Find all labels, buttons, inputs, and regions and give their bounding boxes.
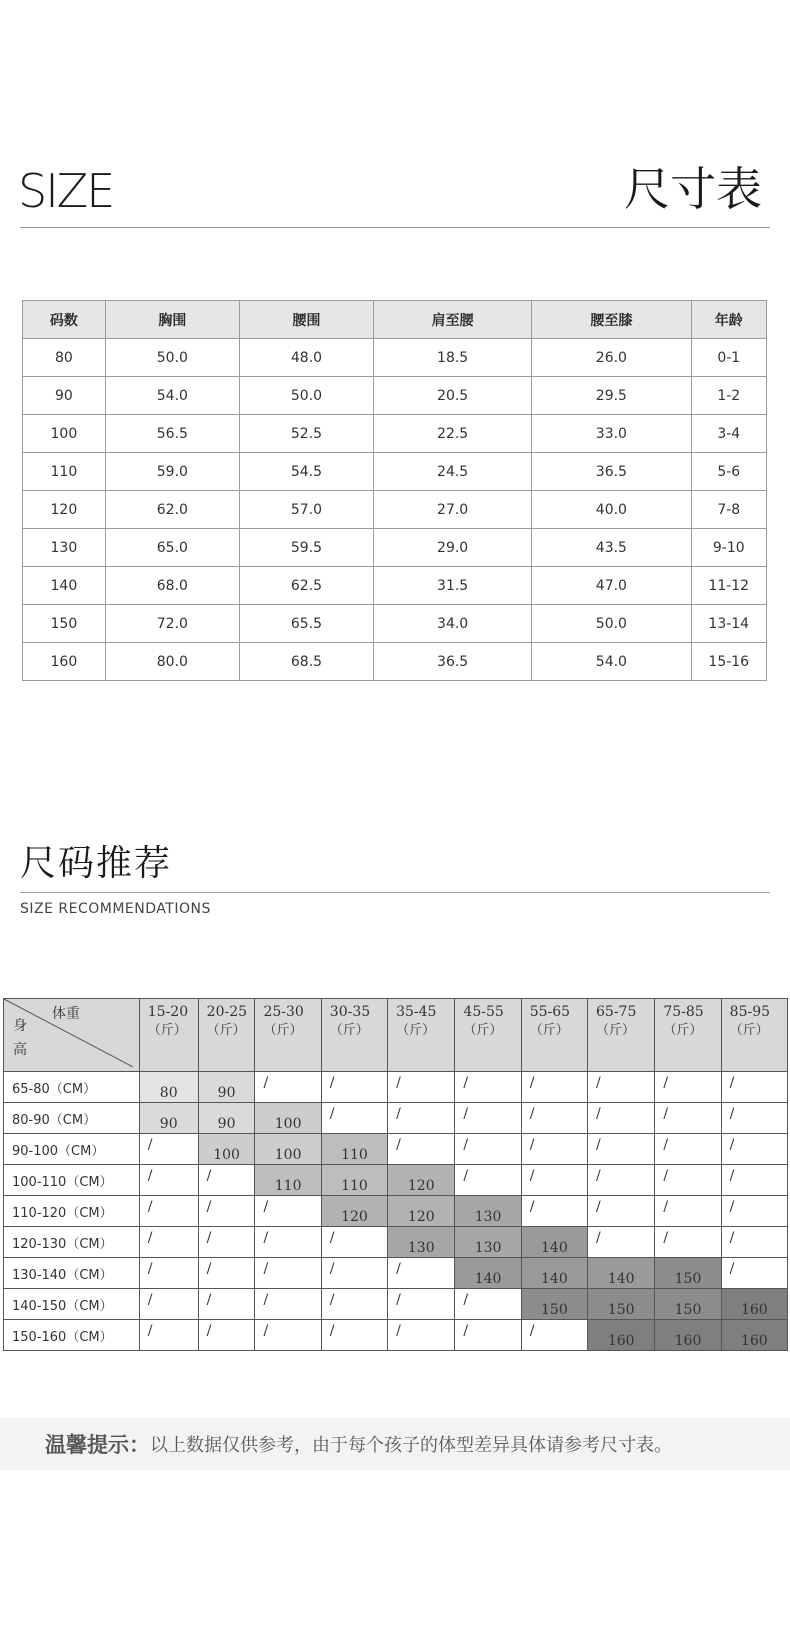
empty-cell: /	[455, 1103, 521, 1134]
cell-age: 13-14	[691, 605, 766, 643]
empty-cell: /	[388, 1103, 455, 1134]
empty-cell: /	[521, 1320, 587, 1351]
empty-cell: /	[521, 1072, 587, 1103]
size-cell: 90	[198, 1103, 255, 1134]
empty-cell: /	[588, 1227, 655, 1258]
size-cell: 110	[321, 1165, 387, 1196]
empty-cell: /	[139, 1134, 198, 1165]
cell-waist: 50.0	[239, 377, 373, 415]
table-row	[23, 339, 767, 377]
weight-range: 20-25	[206, 1004, 248, 1020]
cell-chest: 50.0	[105, 339, 239, 377]
empty-cell: /	[321, 1072, 387, 1103]
empty-cell: /	[655, 1134, 721, 1165]
weight-range: 30-35	[329, 1004, 371, 1020]
empty-cell: /	[721, 1196, 787, 1227]
empty-cell: /	[588, 1165, 655, 1196]
weight-header	[139, 999, 198, 1072]
cell-waist-to-knee: 33.0	[532, 415, 691, 453]
cell-waist: 54.5	[239, 453, 373, 491]
header-divider	[20, 227, 770, 228]
empty-cell: /	[198, 1289, 255, 1320]
cell-shoulder-to-waist: 29.0	[374, 529, 532, 567]
empty-cell: /	[255, 1320, 321, 1351]
size-title-cn: 尺寸表	[624, 162, 762, 216]
table-row	[4, 1165, 788, 1196]
empty-cell: /	[388, 1289, 455, 1320]
table-row	[23, 491, 767, 529]
cell-age: 1-2	[691, 377, 766, 415]
cell-chest: 72.0	[105, 605, 239, 643]
recommend-header-row	[4, 999, 788, 1072]
empty-cell: /	[198, 1258, 255, 1289]
cell-age: 7-8	[691, 491, 766, 529]
cell-age: 15-16	[691, 643, 766, 681]
table-row	[23, 529, 767, 567]
size-cell: 120	[321, 1196, 387, 1227]
weight-unit: （斤）	[263, 1022, 303, 1038]
empty-cell: /	[521, 1165, 587, 1196]
height-label: 120-130（CM）	[4, 1227, 140, 1258]
size-cell: 150	[655, 1258, 721, 1289]
empty-cell: /	[321, 1227, 387, 1258]
empty-cell: /	[655, 1227, 721, 1258]
weight-unit: （斤）	[206, 1022, 246, 1038]
cell-size: 120	[23, 491, 106, 529]
cell-waist-to-knee: 47.0	[532, 567, 691, 605]
empty-cell: /	[321, 1103, 387, 1134]
size-cell: 130	[455, 1227, 521, 1258]
cell-shoulder-to-waist: 20.5	[374, 377, 532, 415]
header-waist: 腰围	[239, 301, 373, 339]
empty-cell: /	[721, 1103, 787, 1134]
empty-cell: /	[198, 1196, 255, 1227]
recommend-divider	[20, 892, 770, 893]
empty-cell: /	[388, 1134, 455, 1165]
height-label: 80-90（CM）	[4, 1103, 140, 1134]
corner-weight-label: 体重	[52, 1006, 80, 1022]
cell-size: 90	[23, 377, 106, 415]
weight-unit: （斤）	[596, 1022, 636, 1038]
cell-waist-to-knee: 50.0	[532, 605, 691, 643]
empty-cell: /	[388, 1072, 455, 1103]
table-row	[4, 1258, 788, 1289]
size-chart-body	[23, 339, 767, 681]
cell-chest: 80.0	[105, 643, 239, 681]
empty-cell: /	[321, 1258, 387, 1289]
weight-range: 85-95	[729, 1004, 771, 1020]
cell-age: 9-10	[691, 529, 766, 567]
cell-waist: 62.5	[239, 567, 373, 605]
cell-size: 150	[23, 605, 106, 643]
cell-shoulder-to-waist: 18.5	[374, 339, 532, 377]
weight-unit: （斤）	[396, 1022, 436, 1038]
weight-range: 65-75	[596, 1004, 637, 1020]
table-row	[4, 1227, 788, 1258]
cell-waist-to-knee: 54.0	[532, 643, 691, 681]
cell-shoulder-to-waist: 27.0	[374, 491, 532, 529]
weight-range: 45-55	[463, 1004, 504, 1020]
size-cell: 140	[455, 1258, 521, 1289]
table-row	[23, 453, 767, 491]
weight-header	[655, 999, 721, 1072]
empty-cell: /	[455, 1320, 521, 1351]
weight-unit: （斤）	[529, 1022, 569, 1038]
empty-cell: /	[721, 1165, 787, 1196]
size-cell: 120	[388, 1165, 455, 1196]
empty-cell: /	[721, 1258, 787, 1289]
header-waist-to-knee: 腰至膝	[532, 301, 691, 339]
height-label: 110-120（CM）	[4, 1196, 140, 1227]
weight-header	[388, 999, 455, 1072]
empty-cell: /	[388, 1320, 455, 1351]
cell-age: 3-4	[691, 415, 766, 453]
corner-cell	[4, 999, 140, 1072]
cell-shoulder-to-waist: 22.5	[374, 415, 532, 453]
table-row	[4, 1289, 788, 1320]
size-recommend-table	[3, 998, 788, 1351]
table-row	[23, 415, 767, 453]
empty-cell: /	[455, 1134, 521, 1165]
size-cell: 140	[588, 1258, 655, 1289]
cell-shoulder-to-waist: 24.5	[374, 453, 532, 491]
cell-size: 130	[23, 529, 106, 567]
size-cell: 150	[521, 1289, 587, 1320]
weight-unit: （斤）	[463, 1022, 503, 1038]
size-cell: 80	[139, 1072, 198, 1103]
recommend-body	[4, 1072, 788, 1351]
cell-age: 5-6	[691, 453, 766, 491]
size-cell: 140	[521, 1258, 587, 1289]
corner-height-label-1: 身	[13, 1018, 27, 1034]
table-row	[23, 643, 767, 681]
cell-waist: 59.5	[239, 529, 373, 567]
empty-cell: /	[588, 1103, 655, 1134]
header-size: 码数	[23, 301, 106, 339]
weight-range: 55-65	[529, 1004, 571, 1020]
cell-waist-to-knee: 40.0	[532, 491, 691, 529]
height-label: 65-80（CM）	[4, 1072, 140, 1103]
header-age: 年龄	[691, 301, 766, 339]
empty-cell: /	[139, 1227, 198, 1258]
size-cell: 90	[139, 1103, 198, 1134]
size-cell: 160	[655, 1320, 721, 1351]
size-cell: 90	[198, 1072, 255, 1103]
height-label: 150-160（CM）	[4, 1320, 140, 1351]
weight-unit: （斤）	[329, 1022, 369, 1038]
size-chart-table	[22, 300, 767, 681]
empty-cell: /	[255, 1227, 321, 1258]
size-cell: 110	[321, 1134, 387, 1165]
empty-cell: /	[198, 1165, 255, 1196]
cell-chest: 59.0	[105, 453, 239, 491]
weight-header	[198, 999, 255, 1072]
table-row	[4, 1320, 788, 1351]
empty-cell: /	[198, 1227, 255, 1258]
cell-size: 140	[23, 567, 106, 605]
cell-size: 100	[23, 415, 106, 453]
cell-size: 110	[23, 453, 106, 491]
size-cell: 160	[721, 1320, 787, 1351]
weight-header	[721, 999, 787, 1072]
table-row	[4, 1103, 788, 1134]
cell-shoulder-to-waist: 36.5	[374, 643, 532, 681]
cell-waist-to-knee: 29.5	[532, 377, 691, 415]
empty-cell: /	[255, 1258, 321, 1289]
recommend-subtitle: SIZE RECOMMENDATIONS	[20, 901, 211, 917]
empty-cell: /	[655, 1196, 721, 1227]
empty-cell: /	[198, 1320, 255, 1351]
header-chest: 胸围	[105, 301, 239, 339]
size-cell: 150	[655, 1289, 721, 1320]
height-label: 130-140（CM）	[4, 1258, 140, 1289]
weight-header	[255, 999, 321, 1072]
cell-chest: 65.0	[105, 529, 239, 567]
empty-cell: /	[655, 1103, 721, 1134]
weight-range: 15-20	[147, 1004, 189, 1020]
empty-cell: /	[139, 1320, 198, 1351]
height-label: 140-150（CM）	[4, 1289, 140, 1320]
tip-label: 温馨提示：	[45, 1433, 150, 1457]
tip-text: 以上数据仅供参考，由于每个孩子的体型差异具体请参考尺寸表。	[150, 1435, 672, 1456]
empty-cell: /	[255, 1196, 321, 1227]
size-cell: 130	[455, 1196, 521, 1227]
weight-range: 75-85	[663, 1004, 704, 1020]
cell-size: 160	[23, 643, 106, 681]
empty-cell: /	[521, 1103, 587, 1134]
cell-waist: 57.0	[239, 491, 373, 529]
cell-waist-to-knee: 26.0	[532, 339, 691, 377]
empty-cell: /	[255, 1072, 321, 1103]
cell-chest: 56.5	[105, 415, 239, 453]
size-cell: 120	[388, 1196, 455, 1227]
empty-cell: /	[655, 1165, 721, 1196]
empty-cell: /	[721, 1227, 787, 1258]
cell-waist-to-knee: 43.5	[532, 529, 691, 567]
weight-unit: （斤）	[147, 1022, 187, 1038]
cell-age: 0-1	[691, 339, 766, 377]
size-cell: 130	[388, 1227, 455, 1258]
weight-range: 35-45	[396, 1004, 437, 1020]
size-cell: 160	[588, 1320, 655, 1351]
cell-waist: 68.5	[239, 643, 373, 681]
cell-chest: 54.0	[105, 377, 239, 415]
corner-height-label-2: 高	[13, 1042, 27, 1058]
empty-cell: /	[655, 1072, 721, 1103]
empty-cell: /	[139, 1196, 198, 1227]
empty-cell: /	[721, 1072, 787, 1103]
weight-header	[521, 999, 587, 1072]
cell-waist: 48.0	[239, 339, 373, 377]
size-title: SIZE	[18, 164, 114, 218]
cell-waist-to-knee: 36.5	[532, 453, 691, 491]
empty-cell: /	[139, 1258, 198, 1289]
empty-cell: /	[588, 1072, 655, 1103]
table-row	[4, 1196, 788, 1227]
header-shoulder-to-waist: 肩至腰	[374, 301, 532, 339]
empty-cell: /	[321, 1320, 387, 1351]
cell-chest: 62.0	[105, 491, 239, 529]
empty-cell: /	[521, 1196, 587, 1227]
weight-unit: （斤）	[663, 1022, 703, 1038]
size-cell: 100	[255, 1134, 321, 1165]
table-row	[4, 1072, 788, 1103]
weight-header	[588, 999, 655, 1072]
size-cell: 150	[588, 1289, 655, 1320]
size-cell: 110	[255, 1165, 321, 1196]
empty-cell: /	[321, 1289, 387, 1320]
table-row	[4, 1134, 788, 1165]
empty-cell: /	[255, 1289, 321, 1320]
table-row	[23, 377, 767, 415]
weight-unit: （斤）	[729, 1022, 769, 1038]
empty-cell: /	[588, 1134, 655, 1165]
size-chart-header-row	[23, 301, 767, 339]
cell-shoulder-to-waist: 34.0	[374, 605, 532, 643]
empty-cell: /	[455, 1165, 521, 1196]
size-cell: 160	[721, 1289, 787, 1320]
empty-cell: /	[721, 1134, 787, 1165]
cell-waist: 65.5	[239, 605, 373, 643]
weight-header	[321, 999, 387, 1072]
cell-shoulder-to-waist: 31.5	[374, 567, 532, 605]
cell-waist: 52.5	[239, 415, 373, 453]
empty-cell: /	[139, 1289, 198, 1320]
cell-size: 80	[23, 339, 106, 377]
empty-cell: /	[139, 1165, 198, 1196]
empty-cell: /	[388, 1258, 455, 1289]
recommend-title: 尺码推荐	[20, 843, 173, 884]
weight-header	[455, 999, 521, 1072]
size-cell: 100	[198, 1134, 255, 1165]
table-row	[23, 567, 767, 605]
cell-chest: 68.0	[105, 567, 239, 605]
empty-cell: /	[588, 1196, 655, 1227]
size-cell: 140	[521, 1227, 587, 1258]
tip-bar	[0, 1418, 790, 1470]
cell-age: 11-12	[691, 567, 766, 605]
size-cell: 100	[255, 1103, 321, 1134]
empty-cell: /	[521, 1134, 587, 1165]
weight-range: 25-30	[263, 1004, 304, 1020]
height-label: 100-110（CM）	[4, 1165, 140, 1196]
table-row	[23, 605, 767, 643]
empty-cell: /	[455, 1072, 521, 1103]
height-label: 90-100（CM）	[4, 1134, 140, 1165]
empty-cell: /	[455, 1289, 521, 1320]
